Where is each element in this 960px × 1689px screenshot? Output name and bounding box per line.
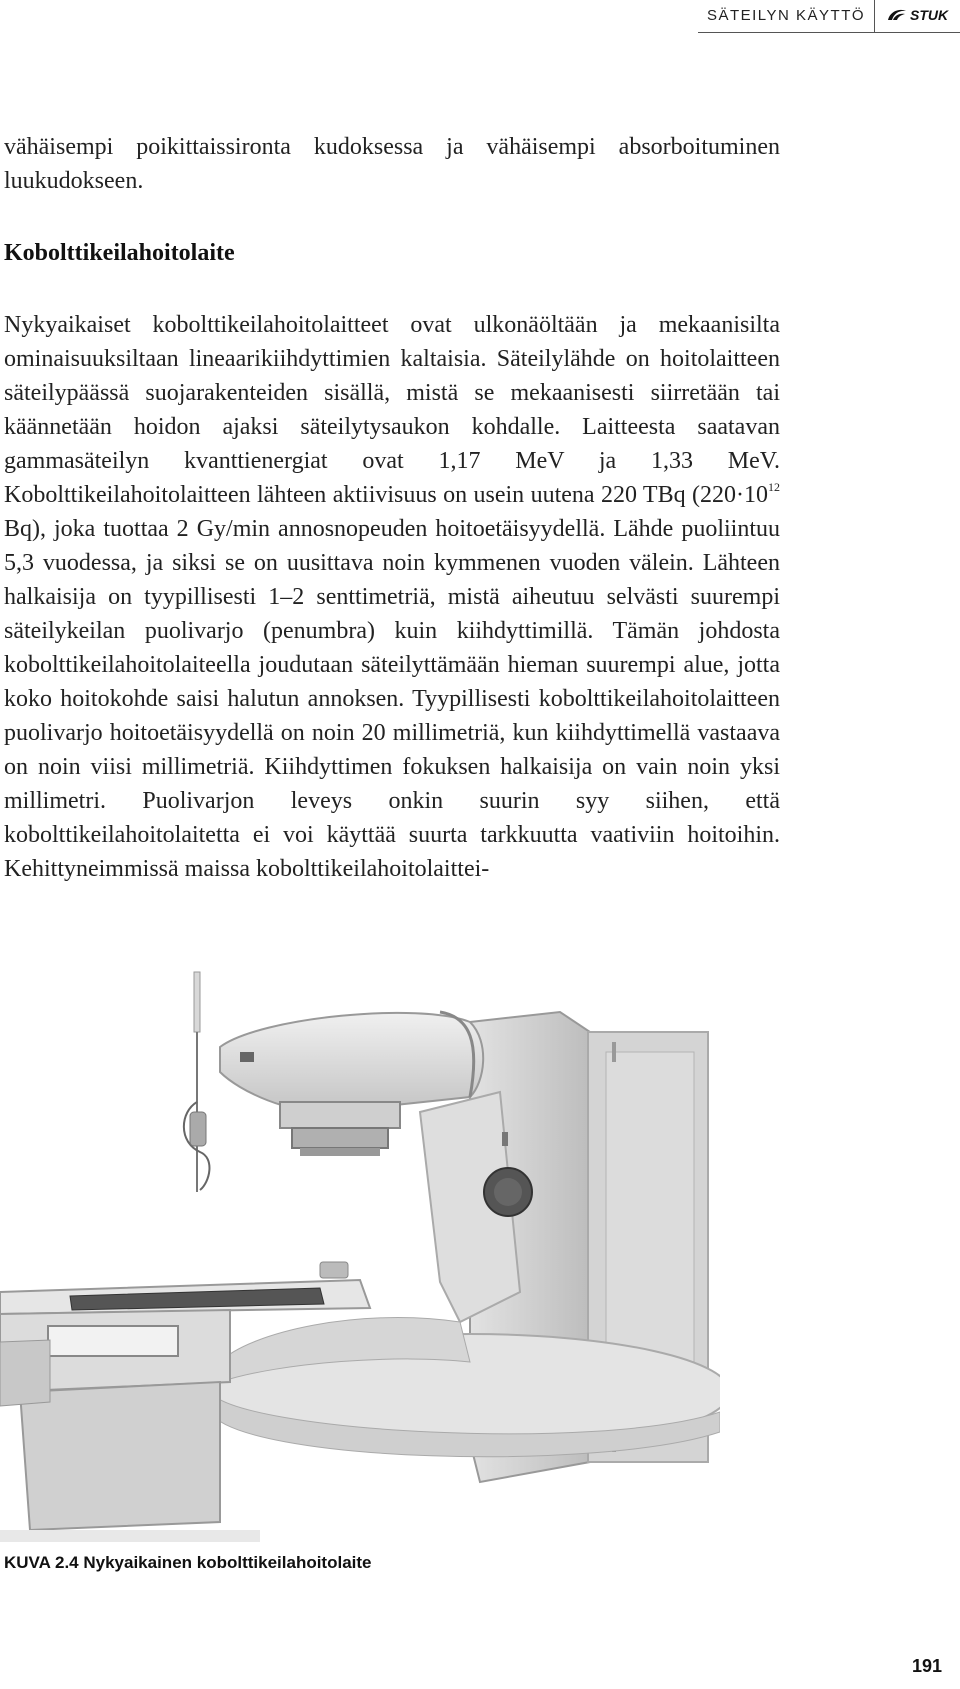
main-text-part-2: Bq), joka tuottaa 2 Gy/min annosnopeuden hoitoetäisyydellä. Lähde puoliintuu 5,3 vuodessa, ja siksi se on uusittava noin kymmenen vuoden välein. Lähteen halkaisija on tyypillisesti 1–2 senttimetriä, mistä aiheutuu selvästi suurempi säteilykeilan puolivarjo (penumbra) kuin kiihdyttimillä. Tämän johdosta kobolttikeilahoitolaiteella joudutaan säteilyttämään hieman suurempi alue, jotta koko hoitokohde saisi halutun annoksen. Tyypillisesti kobolttikeilahoitolaitteen puolivarjo hoitoetäisyydellä on noin 20 millimetriä, kun kiihdyttimellä vastaava on noin viisi millimetriä. Kiihdyttimen fokuksen halkaisija on vain noin yksi millimetri. Puolivarjon leveys onkin suurin syy siihen, että kobolttikeilahoitolaitetta ei voi käyttää suurta tarkkuutta vaativiin hoitoihin. Kehittyneimmissä maissa kobolttikeilahoitolaittei- (4, 516, 780, 882)
exponent: 12 (768, 480, 780, 494)
main-text-part-1: Nykyaikaiset kobolttikeilahoitolaitteet ovat ulkonäöltään ja mekaanisilta ominaisuuksiltaan lineaarikiihdyttimien kaltaisia. Säteilylähde on hoitolaitteen säteilypäässä suojarakenteiden sisällä, mistä se mekaanisesti siirretään tai käännetään hoidon ajaksi säteilytysaukon kohdalle. Laitteesta saatavan gammasäteilyn kvanttienergiat ovat 1,17 MeV ja 1,33 MeV. Kobolttikeilahoitolaitteen lähteen aktiivisuus on usein uutena 220 TBq (220·10 (4, 312, 780, 508)
main-paragraph (4, 308, 780, 886)
section-heading: Kobolttikeilahoitolaite (4, 240, 235, 266)
header-divider (874, 0, 875, 32)
stuk-logo-icon (886, 7, 908, 23)
stuk-logo-text: STUK (910, 7, 949, 23)
stuk-logo (886, 5, 948, 25)
page-body (4, 130, 780, 886)
page-number: 191 (911, 1656, 942, 1676)
section-title-header: SÄTEILYN KÄYTTÖ (706, 6, 866, 24)
cobalt-unit-photo (0, 962, 720, 1542)
running-header (698, 0, 960, 33)
intro-paragraph: vähäisempi poikittaissironta kudoksessa ja vähäisempi absorboituminen luukudokseen. (4, 134, 780, 194)
figure-caption: KUVA 2.4 Nykyaikainen kobolttikeilahoitolaite (4, 1553, 372, 1572)
